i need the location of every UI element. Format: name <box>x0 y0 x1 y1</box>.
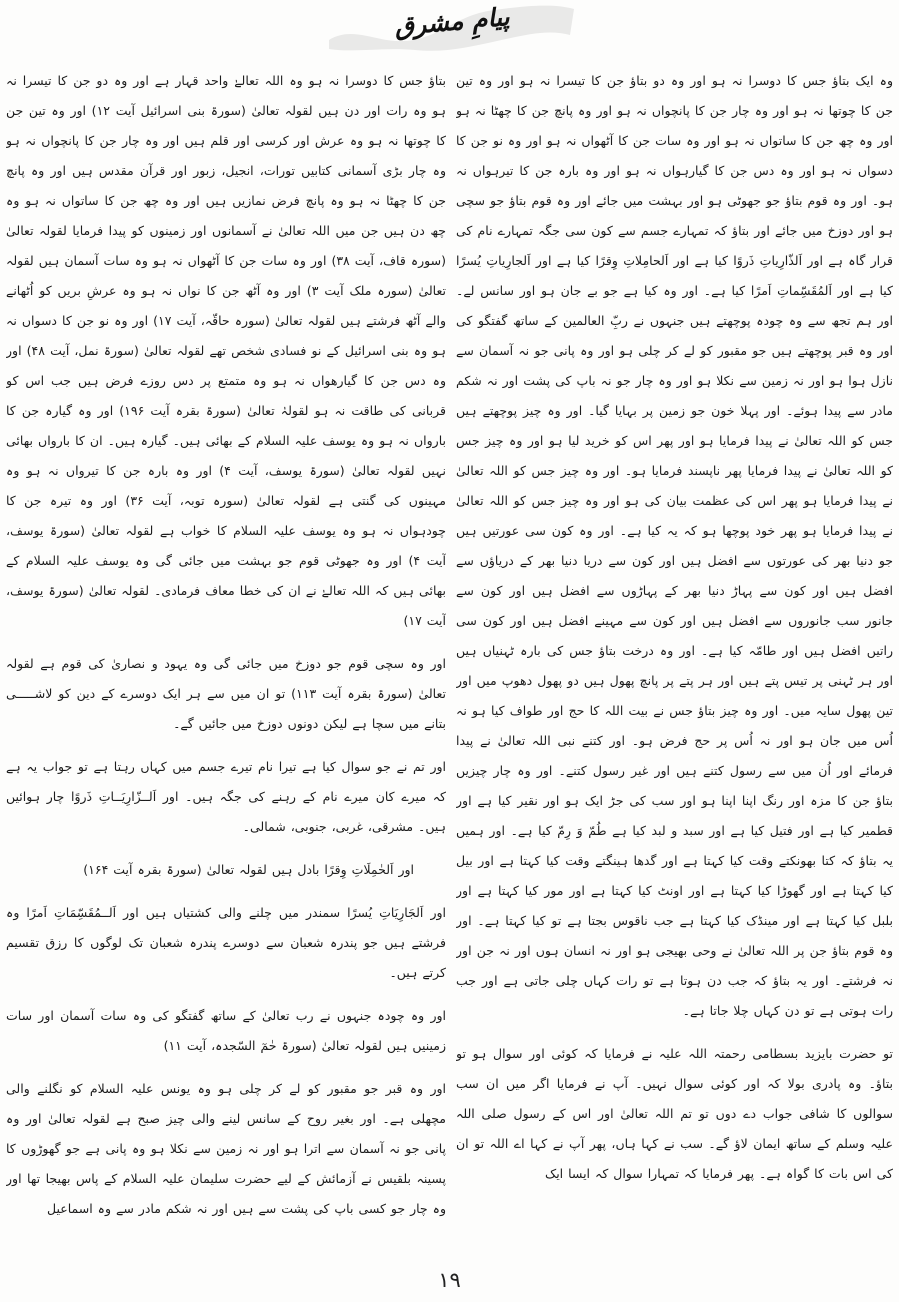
paragraph: اور وہ سچی قوم جو دوزخ میں جائی گی وہ یہود و نصاریٰ کی قوم ہے لقولہ تعالیٰ (سورۃ بقرہ آیت ۱۱۳) تو ان میں سے ہر ایک دوسرے کے دین کو لاشـــــی بتانے میں سچا ہے لیکن دونوں دوزخ میں جائیں گے۔ <box>6 656 446 731</box>
page-title: پیامِ مشرق <box>393 2 511 41</box>
header-banner <box>325 0 579 54</box>
paragraph: بتاؤ جس کا دوسرا نہ ہو وہ اللہ تعالےٰ واحد قہار ہے اور وہ دو جن کا تیسرا نہ ہو وہ رات اور دن ہیں لقولہ تعالیٰ (سورۃ بنی اسرائیل آیت ۱۲) اور وہ تین جن کا چوتھا نہ ہو وہ عرش اور کرسی اور قلم ہیں اور وہ چار جن کا پانچواں نہ ہو وہ چار بڑی آسمانی کتابیں تورات، انجیل، زبور اور قرآن مقدس ہیں اور وہ پانچ جن کا چھٹا نہ ہو وہ پانچ فرض نمازیں ہیں اور وہ چھ جن کا ساتواں نہ ہو وہ چھ دن ہیں جن میں اللہ تعالیٰ نے آسمانوں اور زمینوں کو پیدا فرمایا لقولہ تعالیٰ (سورہ قاف، آیت ۳۸) اور وہ سات جن کا آٹھواں نہ ہو وہ سات آسمان ہیں لقولہ تعالیٰ (سورہ ملک آیت ۳) اور وہ آٹھ جن کا نواں نہ ہو وہ عرشِ بریں کو اُٹھانے والے آٹھ فرشتے ہیں لقولہ تعالیٰ (سورہ حاقّہ، آیت ۱۷) اور وہ نو جن کا دسواں نہ ہو وہ بنی اسرائیل کے نو فسادی شخص تھے لقولہ تعالیٰ (سورۃ نمل، آیت ۴۸) اور وہ دس جن کا گیارھواں نہ ہو وہ متمتع پر دس روزے فرض ہیں جب اس کو قربانی کی طاقت نہ ہو لقولہٰ تعالیٰ (سورۃ بقرہ آیت ۱۹۶) اور وہ گیارہ جن کا بارواں نہ ہو وہ یوسف علیہ السلام کے بھائی ہیں۔ گیارہ ہیں۔ ان کا بارواں بھائی نہیں لقولہ تعالیٰ (سورۃ یوسف، آیت ۴) اور وہ بارہ جن کا تیرواں نہ ہو وہ مہینوں کی گنتی ہے لقولہ تعالیٰ (سورہ توبہ، آیت ۳۶) اور وہ تیرہ جن کا چودہواں نہ ہو وہ یوسف علیہ السلام کا خواب ہے لقولہ تعالیٰ (سورۃ یوسف، آیت ۴) اور وہ جھوٹی قوم جو بہشت میں جائی گی وہ یوسف علیہ السلام کے بھائی ہیں کہ اللہ تعالےٰ نے ان کی خطا معاف فرمادی۔ لقولہ تعالیٰ (سورۃ یوسف، آیت ۱۷) <box>6 73 446 628</box>
paragraph: وہ ایک بتاؤ جس کا دوسرا نہ ہو اور وہ دو بتاؤ جن کا تیسرا نہ ہو اور وہ تین جن کا چوتھا نہ ہو اور وہ چار جن کا پانچواں نہ ہو اور وہ پانچ جن کا چھٹا نہ ہو اور وہ چھ جن کا ساتواں نہ ہو اور وہ سات جن کا آٹھواں نہ ہو اور وہ نو جن کا دسواں نہ ہو اور وہ دس جن کا گیارہواں نہ ہو اور وہ بارہ جن کا تیرہواں نہ ہو۔ اور وہ قوم بتاؤ جو جھوٹی ہو اور بہشت میں جائے اور وہ قوم بتاؤ جو سچی ہو اور دوزخ میں جائے اور بتاؤ کہ تمہارے جسم سے کون سی جگہ تمہارے نام کی قرار گاہ ہے اور اَلذّارِیاتِ ذَروًا کیا ہے اور اَلحامِلاتِ وِقرًا کیا ہے اور اَلجارِیاتِ یُسرًا کیا ہے اور اَلمُقَسِّماتِ اَمرًا کیا ہے۔ اور وہ کیا ہے جو بے جان ہو اور سانس لے۔ اور ہم تجھ سے وہ چودہ پوچھتے ہیں جنہوں نے ربِّ العالمین کے ساتھ گفتگو کی اور وہ قبر پوچھتے ہیں جو مقبور کو لے کر چلی ہو اور وہ پانی جو نہ آسمان سے نازل ہوا ہو اور نہ زمین سے نکلا ہو اور وہ چار جو نہ باپ کی پشت اور نہ شکم مادر سے پیدا ہوئے۔ اور پہلا خون جو زمین پر بہایا گیا۔ اور وہ چیز پوچھتے ہیں جس کو اللہ تعالیٰ نے پیدا فرمایا ہو اور پھر اس کو خرید لیا ہو اور وہ چیز جس کو اللہ تعالیٰ نے پیدا فرمایا پھر ناپسند فرمایا ہو۔ اور وہ چیز جس کو اللہ تعالیٰ نے پیدا فرمایا ہو پھر اس کی عظمت بیان کی ہو اور وہ چیز جس کو اللہ تعالیٰ نے پیدا فرمایا ہو پھر خود پوچھا ہو کہ یہ کیا ہے۔ اور وہ کون سی عورتیں ہیں جو دنیا بھر کی عورتوں سے افضل ہیں اور کون سے دریا دنیا بھر کے دریاؤں سے افضل ہیں اور کون سے پہاڑ دنیا بھر کے پہاڑوں سے افضل ہیں اور کون سے جانور سب جانوروں سے افضل ہیں اور کون سے مہینے افضل ہیں اور کون سی راتیں افضل ہیں اور طامّہ کیا ہے۔ اور وہ درخت بتاؤ جس کی بارہ ٹہنیاں ہیں اور ہر ٹہنی پر تیس پتے ہیں اور ہر پتے پر پانچ پھول ہیں دو پھول دھوپ میں اور تین پھول سایہ میں۔ اور وہ چیز بتاؤ جس نے بیت اللہ کا حج اور طواف کیا ہو نہ اُس میں جان ہو اور نہ اُس پر حج فرض ہو۔ اور کتنے نبی اللہ تعالیٰ نے پیدا فرمائے اور اُن میں سے رسول کتنے ہیں اور غیر رسول کتنے۔ اور وہ چار چیزیں بتاؤ جن کا مزہ اور رنگ اپنا اپنا ہو اور سب کی جڑ ایک ہو اور نقیر کیا ہے اور قطمیر کیا ہے اور فتیل کیا ہے اور سبد و لبد کیا ہے طُمّ وَ رِمّ کیا ہے۔ اور ہمیں یہ بتاؤ کہ کتا بھونکتے وقت کیا کہتا ہے اور گدھا ہینگتے وقت کیا کہتا ہے اور بیل کیا کہتا ہے اور گھوڑا کیا کہتا ہے اور اونٹ کیا کہتا ہے اور مور کیا کہتا ہے اور بلبل کیا کہتا ہے اور مینڈک کیا کہتا ہے جب ناقوس بجتا ہے تو کیا کہتا ہے۔ اور وہ قوم بتاؤ جن پر اللہ تعالیٰ نے وحی بھیجی ہو اور نہ انسان ہوں اور نہ جن اور نہ فرشتے۔ اور یہ بتاؤ کہ جب دن ہوتا ہے تو رات کہاں چلی جاتی ہے اور جب رات ہوتی ہے تو دن کہاں چلا جاتا ہے۔ <box>456 73 893 1018</box>
page-footer <box>0 1268 899 1292</box>
text-columns <box>6 66 893 1258</box>
paragraph: اور تم نے جو سوال کیا ہے تیرا نام تیرے جسم میں کہاں رہتا ہے تو جواب یہ ہے کہ میرے کان میرے نام کے رہنے کی جگہ ہیں۔ اور اَلــزّارِیَــاتِ ذَروًا چار ہوائیں ہیں۔ مشرقی، غربی، جنوبی، شمالی۔ <box>6 759 446 834</box>
column-left <box>6 66 446 1258</box>
paragraph: اور وہ قبر جو مقبور کو لے کر چلی ہو وہ یونس علیہ السلام کو نگلنے والی مچھلی ہے۔ اور بغیر روح کے سانس لینے والی چیز صبح ہے لقولہ تعالیٰ اور وہ پانی جو نہ آسمان سے اترا ہو اور نہ زمین سے نکلا ہو وہ پانی ہے جو گھوڑوں کا پسینہ بلقیس نے آزمائش کے لیے حضرت سلیمان علیہ السلام کے پاس بھیجا تھا اور وہ چار جو کسی باپ کی پشت سے ہیں اور نہ شکم مادر سے وہ اسماعیل <box>6 1081 446 1216</box>
paragraph: اور اَلجَارِیَاتِ یُسرًا سمندر میں چلنے والی کشتیاں ہیں اور اَلــمُقَسِّمَاتِ اَمرًا وہ فرشتے ہیں جو پندرہ شعبان سے دوسرے پندرہ شعبان تک لوگوں کا رزق تقسیم کرتے ہیں۔ <box>6 905 446 980</box>
paragraph: تو حضرت بایزید بسطامی رحمتہ اللہ علیہ نے فرمایا کہ کوئی اور سوال ہو تو بتاؤ۔ وہ پادری بولا کہ اور کوئی سوال نہیں۔ آپ نے فرمایا اگر میں ان سب سوالوں کا شافی جواب دے دوں تو تم اللہ تعالیٰ اور اس کے رسول صلی اللہ علیہ وسلم کے ساتھ ایمان لاؤ گے۔ سب نے کہا ہاں، پھر آپ نے کہا اے اللہ تو ان کی اس بات کا گواہ ہے۔ پھر فرمایا کہ تمہارا سوال کہ ایسا ایک <box>456 1046 893 1181</box>
paragraph: اور اَلحٰمِلَاتِ وِقرًا بادل ہیں لقولہ تعالیٰ (سورۃ بقرہ آیت ۱۶۴) <box>83 862 414 877</box>
page-number: ۱۹ <box>438 1268 461 1292</box>
paragraph: اور وہ چودہ جنہوں نے رب تعالیٰ کے ساتھ گفتگو کی وہ سات آسمان اور سات زمینیں ہیں لقولہ تعالیٰ (سورۃ حٰمٓ السّجدہ، آیت ۱۱) <box>6 1008 446 1053</box>
column-right <box>456 66 893 1258</box>
